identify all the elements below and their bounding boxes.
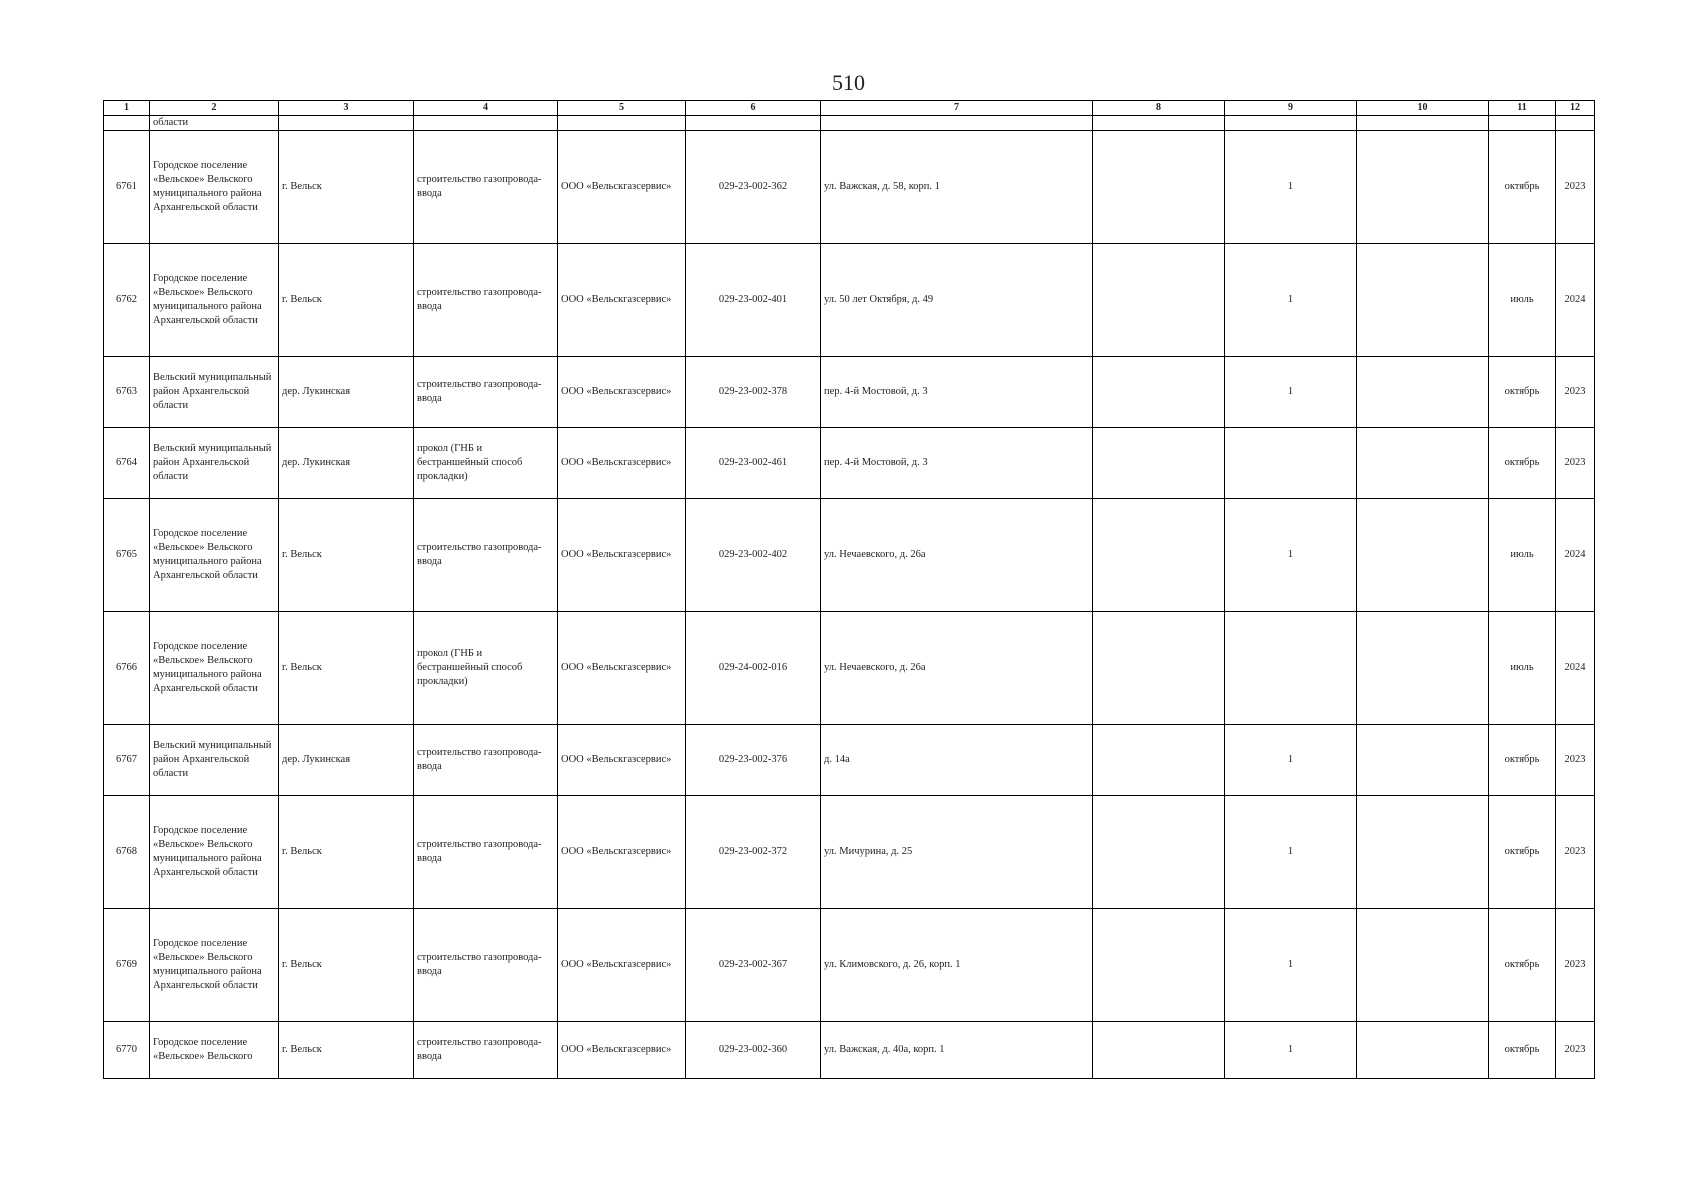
municipality-cell: области xyxy=(150,116,279,131)
column-10-cell xyxy=(1357,725,1489,796)
municipality-cell: Городское поселение «Вельское» Вельского муниципального района Архангельской области xyxy=(150,796,279,909)
year-cell: 2023 xyxy=(1556,1022,1595,1079)
settlement-cell: дер. Лукинская xyxy=(279,357,414,428)
column-10-cell xyxy=(1357,244,1489,357)
municipality-cell: Городское поселение «Вельское» Вельского xyxy=(150,1022,279,1079)
settlement-cell: дер. Лукинская xyxy=(279,725,414,796)
address-cell: ул. Важская, д. 58, корп. 1 xyxy=(821,131,1093,244)
column-number: 4 xyxy=(414,101,558,116)
column-8-cell xyxy=(1093,499,1225,612)
year-cell: 2024 xyxy=(1556,612,1595,725)
table-row xyxy=(104,244,1595,357)
address-cell: ул. Климовского, д. 26, корп. 1 xyxy=(821,909,1093,1022)
object-code-cell: 029-23-002-362 xyxy=(686,131,821,244)
organization-cell: ООО «Вельскгазсервис» xyxy=(558,499,686,612)
row-number-cell: 6768 xyxy=(104,796,150,909)
object-code-cell: 029-23-002-376 xyxy=(686,725,821,796)
page-number: 510 xyxy=(832,70,865,95)
year-cell: 2023 xyxy=(1556,725,1595,796)
object-code-cell: 029-23-002-378 xyxy=(686,357,821,428)
work-type-cell: прокол (ГНБ и бестраншейный способ прокладки) xyxy=(414,612,558,725)
column-number: 2 xyxy=(150,101,279,116)
column-9-cell xyxy=(1225,612,1357,725)
year-cell: 2023 xyxy=(1556,909,1595,1022)
address-cell: ул. Нечаевского, д. 26а xyxy=(821,612,1093,725)
table-row xyxy=(104,796,1595,909)
settlement-cell: г. Вельск xyxy=(279,612,414,725)
work-type-cell: строительство газопровода-ввода xyxy=(414,357,558,428)
month-cell: октябрь xyxy=(1489,357,1556,428)
municipality-cell: Городское поселение «Вельское» Вельского муниципального района Архангельской области xyxy=(150,244,279,357)
object-code-cell: 029-24-002-016 xyxy=(686,612,821,725)
column-9-cell: 1 xyxy=(1225,725,1357,796)
settlement-cell: г. Вельск xyxy=(279,796,414,909)
column-number: 9 xyxy=(1225,101,1357,116)
column-10-cell xyxy=(1357,612,1489,725)
column-9-cell: 1 xyxy=(1225,357,1357,428)
month-cell: октябрь xyxy=(1489,796,1556,909)
municipality-cell: Вельский муниципальный район Архангельской области xyxy=(150,725,279,796)
column-9-cell: 1 xyxy=(1225,1022,1357,1079)
row-number-cell: 6770 xyxy=(104,1022,150,1079)
month-cell: октябрь xyxy=(1489,131,1556,244)
table-row xyxy=(104,131,1595,244)
column-8-cell xyxy=(1093,796,1225,909)
address-cell: д. 14а xyxy=(821,725,1093,796)
work-type-cell: прокол (ГНБ и бестраншейный способ прокладки) xyxy=(414,428,558,499)
column-number: 10 xyxy=(1357,101,1489,116)
address-cell: ул. Мичурина, д. 25 xyxy=(821,796,1093,909)
settlement-cell: г. Вельск xyxy=(279,909,414,1022)
organization-cell: ООО «Вельскгазсервис» xyxy=(558,725,686,796)
organization-cell: ООО «Вельскгазсервис» xyxy=(558,357,686,428)
object-code-cell: 029-23-002-401 xyxy=(686,244,821,357)
column-number: 6 xyxy=(686,101,821,116)
address-cell: ул. 50 лет Октября, д. 49 xyxy=(821,244,1093,357)
column-10-cell xyxy=(1357,499,1489,612)
column-number: 5 xyxy=(558,101,686,116)
address-cell: ул. Важская, д. 40а, корп. 1 xyxy=(821,1022,1093,1079)
column-9-cell: 1 xyxy=(1225,131,1357,244)
table-row xyxy=(104,499,1595,612)
table-row xyxy=(104,725,1595,796)
table-row xyxy=(104,1022,1595,1079)
month-cell: октябрь xyxy=(1489,909,1556,1022)
column-9-cell: 1 xyxy=(1225,909,1357,1022)
organization-cell: ООО «Вельскгазсервис» xyxy=(558,612,686,725)
month-cell: октябрь xyxy=(1489,725,1556,796)
year-cell: 2024 xyxy=(1556,499,1595,612)
registry-table xyxy=(103,100,1595,1079)
work-type-cell: строительство газопровода-ввода xyxy=(414,796,558,909)
organization-cell: ООО «Вельскгазсервис» xyxy=(558,1022,686,1079)
year-cell: 2023 xyxy=(1556,796,1595,909)
settlement-cell: г. Вельск xyxy=(279,1022,414,1079)
column-number: 1 xyxy=(104,101,150,116)
column-8-cell xyxy=(1093,357,1225,428)
column-8-cell xyxy=(1093,612,1225,725)
address-cell: пер. 4-й Мостовой, д. 3 xyxy=(821,357,1093,428)
work-type-cell: строительство газопровода-ввода xyxy=(414,1022,558,1079)
municipality-cell: Городское поселение «Вельское» Вельского муниципального района Архангельской области xyxy=(150,131,279,244)
column-10-cell xyxy=(1357,131,1489,244)
column-number: 11 xyxy=(1489,101,1556,116)
organization-cell: ООО «Вельскгазсервис» xyxy=(558,428,686,499)
settlement-cell: г. Вельск xyxy=(279,499,414,612)
column-number: 12 xyxy=(1556,101,1595,116)
month-cell: июль xyxy=(1489,244,1556,357)
column-10-cell xyxy=(1357,796,1489,909)
column-10-cell xyxy=(1357,909,1489,1022)
row-number-cell: 6767 xyxy=(104,725,150,796)
municipality-cell: Городское поселение «Вельское» Вельского муниципального района Архангельской области xyxy=(150,499,279,612)
column-9-cell: 1 xyxy=(1225,244,1357,357)
row-number-cell: 6769 xyxy=(104,909,150,1022)
address-cell: ул. Нечаевского, д. 26а xyxy=(821,499,1093,612)
organization-cell: ООО «Вельскгазсервис» xyxy=(558,796,686,909)
table-row xyxy=(104,612,1595,725)
column-8-cell xyxy=(1093,1022,1225,1079)
table-row xyxy=(104,909,1595,1022)
column-8-cell xyxy=(1093,131,1225,244)
month-cell: октябрь xyxy=(1489,428,1556,499)
object-code-cell: 029-23-002-372 xyxy=(686,796,821,909)
object-code-cell: 029-23-002-360 xyxy=(686,1022,821,1079)
row-number-cell: 6764 xyxy=(104,428,150,499)
municipality-cell: Городское поселение «Вельское» Вельского муниципального района Архангельской области xyxy=(150,909,279,1022)
object-code-cell: 029-23-002-367 xyxy=(686,909,821,1022)
column-8-cell xyxy=(1093,244,1225,357)
continuation-row xyxy=(104,116,1595,131)
row-number-cell: 6765 xyxy=(104,499,150,612)
column-8-cell xyxy=(1093,428,1225,499)
column-number: 7 xyxy=(821,101,1093,116)
work-type-cell: строительство газопровода-ввода xyxy=(414,725,558,796)
month-cell: июль xyxy=(1489,499,1556,612)
settlement-cell: дер. Лукинская xyxy=(279,428,414,499)
column-number: 8 xyxy=(1093,101,1225,116)
work-type-cell: строительство газопровода-ввода xyxy=(414,909,558,1022)
column-10-cell xyxy=(1357,428,1489,499)
column-9-cell xyxy=(1225,428,1357,499)
work-type-cell: строительство газопровода-ввода xyxy=(414,131,558,244)
table-row xyxy=(104,428,1595,499)
object-code-cell: 029-23-002-402 xyxy=(686,499,821,612)
address-cell: пер. 4-й Мостовой, д. 3 xyxy=(821,428,1093,499)
year-cell: 2023 xyxy=(1556,131,1595,244)
row-number-cell: 6761 xyxy=(104,131,150,244)
municipality-cell: Городское поселение «Вельское» Вельского муниципального района Архангельской области xyxy=(150,612,279,725)
organization-cell: ООО «Вельскгазсервис» xyxy=(558,909,686,1022)
row-number-cell: 6762 xyxy=(104,244,150,357)
column-10-cell xyxy=(1357,357,1489,428)
year-cell: 2023 xyxy=(1556,357,1595,428)
municipality-cell: Вельский муниципальный район Архангельской области xyxy=(150,428,279,499)
column-number: 3 xyxy=(279,101,414,116)
month-cell: октябрь xyxy=(1489,1022,1556,1079)
organization-cell: ООО «Вельскгазсервис» xyxy=(558,244,686,357)
object-code-cell: 029-23-002-461 xyxy=(686,428,821,499)
column-8-cell xyxy=(1093,909,1225,1022)
column-9-cell: 1 xyxy=(1225,499,1357,612)
column-9-cell: 1 xyxy=(1225,796,1357,909)
work-type-cell: строительство газопровода-ввода xyxy=(414,244,558,357)
municipality-cell: Вельский муниципальный район Архангельской области xyxy=(150,357,279,428)
column-8-cell xyxy=(1093,725,1225,796)
month-cell: июль xyxy=(1489,612,1556,725)
year-cell: 2023 xyxy=(1556,428,1595,499)
work-type-cell: строительство газопровода-ввода xyxy=(414,499,558,612)
settlement-cell: г. Вельск xyxy=(279,131,414,244)
year-cell: 2024 xyxy=(1556,244,1595,357)
row-number-cell: 6763 xyxy=(104,357,150,428)
column-10-cell xyxy=(1357,1022,1489,1079)
table-row xyxy=(104,357,1595,428)
row-number-cell: 6766 xyxy=(104,612,150,725)
settlement-cell: г. Вельск xyxy=(279,244,414,357)
organization-cell: ООО «Вельскгазсервис» xyxy=(558,131,686,244)
column-number-row xyxy=(104,101,1595,116)
